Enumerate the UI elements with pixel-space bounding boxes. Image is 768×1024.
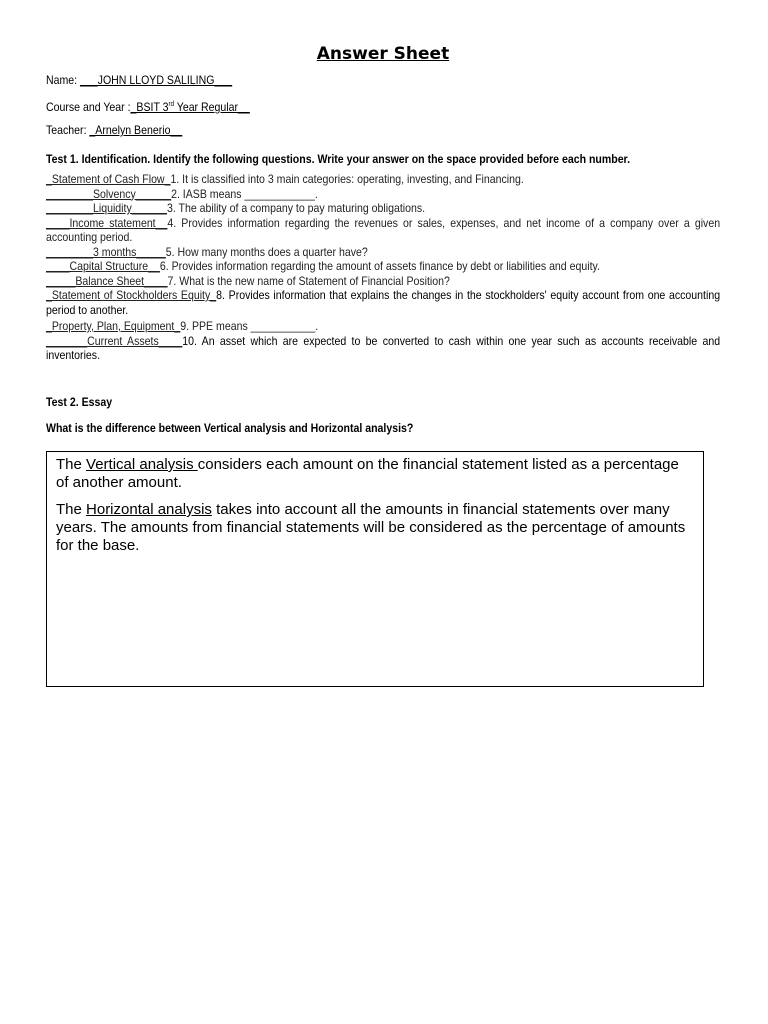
essay-paragraph-vertical [56,456,694,492]
essay-text: considers each amount on the financial statement listed as a percentage of another amount. [56,456,679,491]
course-field [46,96,639,121]
essay-text: takes into account all the amounts in financial statements over many years. The amounts from financial statements will be considered as the percentage of amounts for the base. [56,501,686,554]
answer-sheet [46,40,720,441]
answer-blank: ________Solvency______ [46,186,172,201]
course-value-rest: Year Regular__ [173,100,250,114]
essay-text: The [56,501,87,518]
list-item [46,216,720,245]
question-text: 8. Provides information that explains the changes in the stockholders' equity account from one accounting period to another. [46,288,721,317]
list-item [46,187,720,202]
course-label: Course and Year : [46,100,131,114]
essay-text: The [56,456,87,473]
list-item [46,274,720,289]
question-text: 10. An asset which are expected to be converted to cash within one year such as accounts receivable and inventories. [46,333,721,362]
page-title: Answer Sheet [316,44,450,64]
answer-blank: _______Current Assets____ [46,333,183,348]
name-field [46,71,639,96]
list-item [46,259,720,274]
answer-blank: _____Balance Sheet____ [46,273,168,288]
course-value-main: _BSIT 3 [130,100,169,114]
teacher-field [46,121,639,146]
list-item [46,334,720,363]
test2-heading: Test 2. Essay [46,394,113,409]
list-item [46,245,720,260]
question-text: 3. The ability of a company to pay maturing obligations. [166,201,426,215]
answer-blank: _Property, Plan, Equipment_ [46,319,181,333]
question-text: 5. How many months does a quarter have? [165,244,368,259]
list-item [46,172,720,187]
course-value [131,100,250,114]
name-label: Name: [46,73,81,87]
answer-blank: ________3 months_____ [46,244,166,259]
question-text: 7. What is the new name of Statement of Financial Position? [167,273,450,288]
question-text: 6. Provides information regarding the amount of assets finance by debt or liabilities and equity. [159,259,600,273]
answer-blank: _Statement of Stockholders Equity_ [46,288,217,302]
question-text: 9. PPE means ___________. [180,319,319,333]
spacer [46,363,720,389]
list-item [46,201,720,216]
test2-question: What is the difference between Vertical analysis and Horizontal analysis? [46,420,414,435]
answer-blank: ________Liquidity______ [46,201,167,215]
term-horizontal-analysis: Horizontal analysis [86,501,212,518]
answer-blank: ____Income statement__ [46,215,168,230]
teacher-value: _Arnelyn Benerio__ [89,123,183,137]
name-value: ___JOHN LLOYD SALILING___ [80,73,233,87]
answer-blank: _Statement of Cash Flow_ [46,172,171,186]
teacher-label: Teacher: [46,123,90,137]
list-item [46,319,720,334]
essay-answer-box[interactable] [46,451,704,687]
test1-items [46,172,720,363]
essay-paragraph-horizontal [56,501,694,555]
answer-blank: ____Capital Structure__ [46,259,160,273]
course-value-sup: rd [168,101,174,108]
question-text: 1. It is classified into 3 main categories: operating, investing, and Financing. [170,172,524,186]
test1-heading: Test 1. Identification. Identify the following questions. Write your answer on the space provided before each number. [46,152,631,166]
question-text: 2. IASB means ____________. [171,186,318,201]
term-vertical-analysis: Vertical analysis [86,456,198,473]
question-text: 4. Provides information regarding the revenues or sales, expenses, and net income of a company over a given accounting period. [46,215,721,244]
list-item [46,288,720,319]
